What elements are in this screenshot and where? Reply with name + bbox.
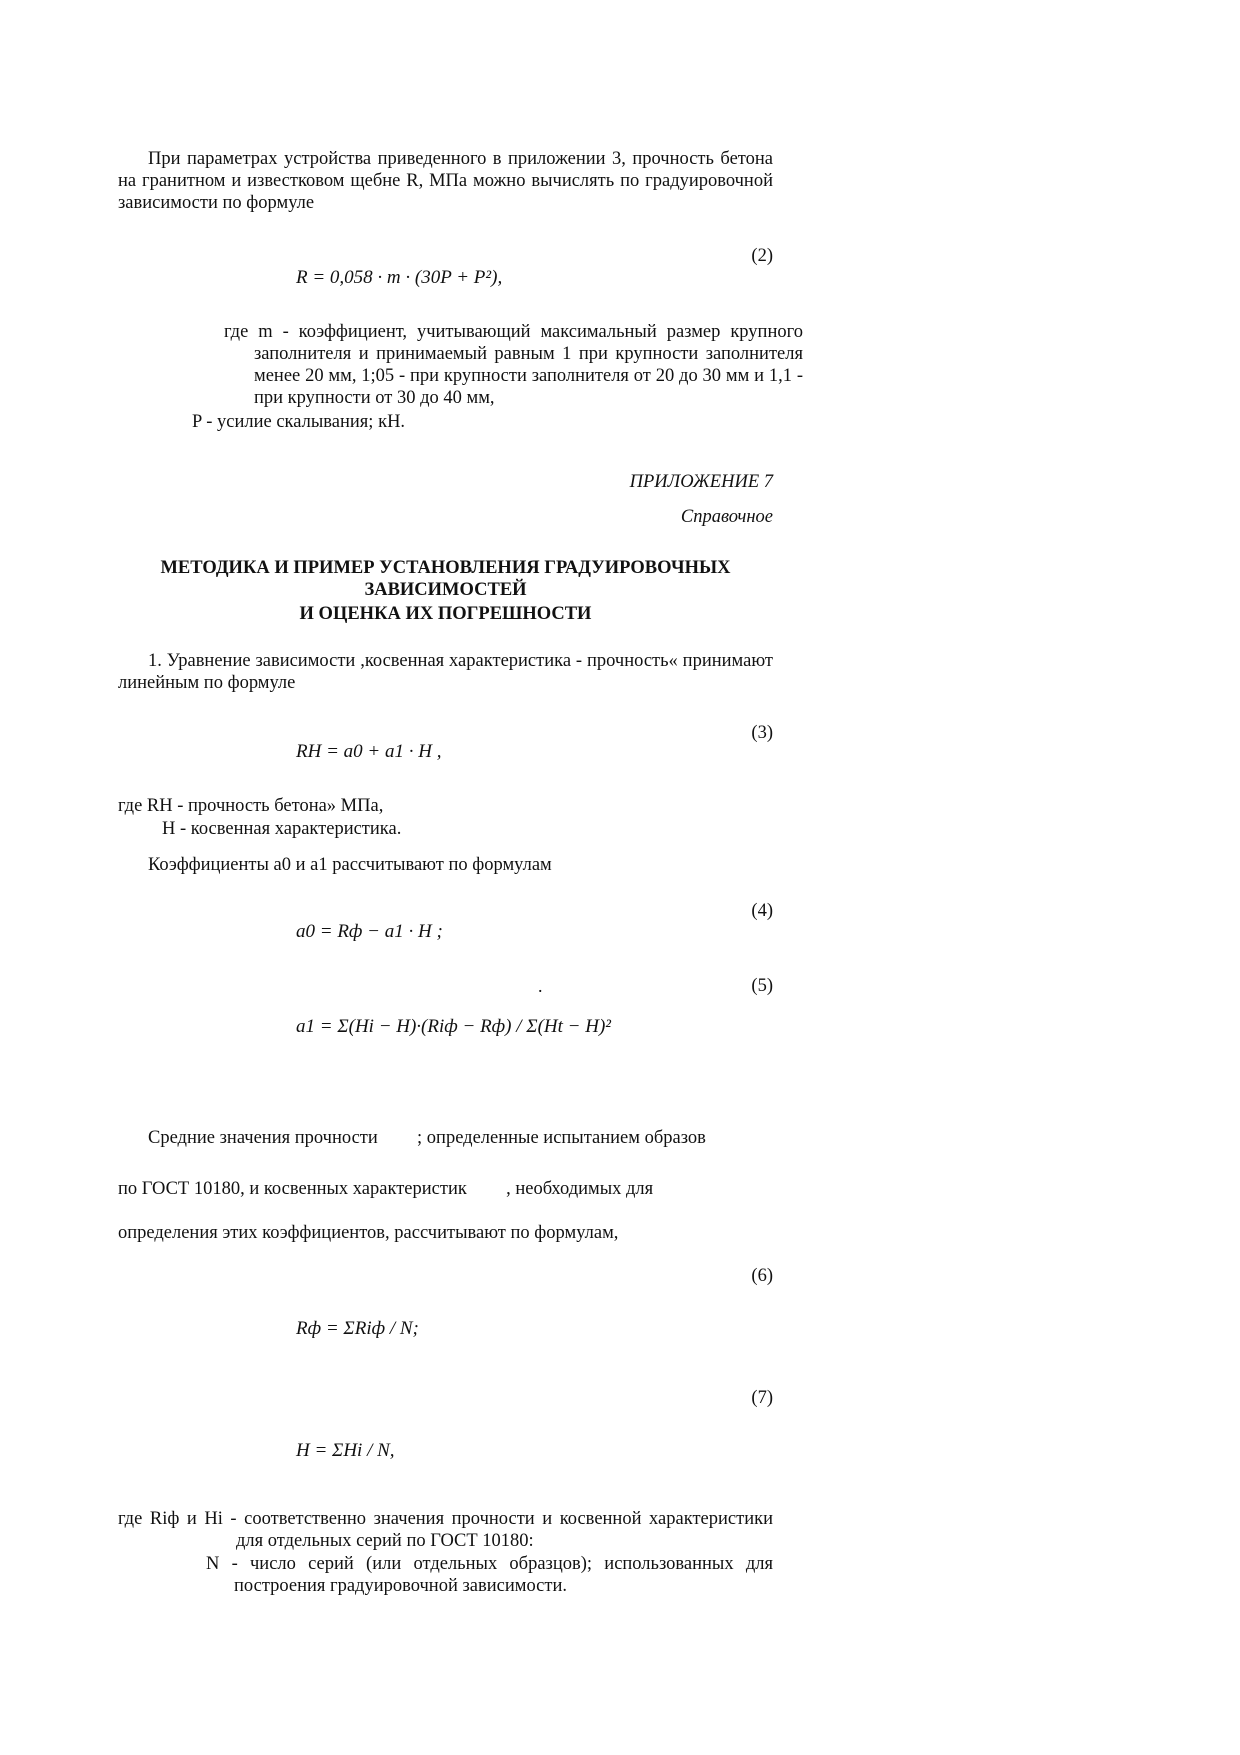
mean-values-line-2b: , необходимых для [506,1179,654,1199]
where-m-definition: где m - коэффициент, учитывающий максимальный размер крупного заполнителя и принимаемый равным 1 при крупности заполнителя менее 20 мм, 1;05 - при крупности заполнителя от 20 до 30 мм и 1,1 - при крупности от 30 до 40 мм, [224,322,803,408]
equation-number-4: (4) [751,901,773,921]
formula-3-text: RH = a0 + a1 · H , [296,741,442,762]
equation-number-6: (6) [751,1266,773,1286]
where-p-definition: P - усилие скалывания; кН. [192,412,406,432]
section-1-paragraph: 1. Уравнение зависимости ,косвенная характеристика - прочность« принимают линейным по формуле [118,651,773,693]
where-n-definition: N - число серий (или отдельных образцов); использованных для построения градуировочной зависимости. [206,1554,773,1596]
formula-7-text: H = ΣHi / N, [296,1440,395,1461]
equation-number-2: (2) [751,246,773,266]
appendix-kind: Справочное [680,507,773,527]
intro-paragraph: При параметрах устройства приведенного в приложении 3, прочность бетона на гранитном и известковом щебне R, МПа можно вычислять по градуировочной зависимости по формуле [118,149,773,213]
mean-values-line-2 [118,1178,773,1200]
formula-5-dot: . [538,976,543,996]
equation-number-5: (5) [751,976,773,996]
formula-6-text: Rф = ΣRiф / N; [296,1318,419,1339]
formula-2 [296,267,502,289]
formula-7 [296,1440,395,1462]
where-h-definition: H - косвенная характеристика. [162,819,402,839]
mean-values-line-3: определения этих коэффициентов, рассчитывают по формулам, [118,1223,619,1243]
appendix-title-line-1: МЕТОДИКА И ПРИМЕР УСТАНОВЛЕНИЯ ГРАДУИРОВОЧНЫХ [160,558,731,578]
formula-4-text: a0 = Rф − a1 · H ; [296,921,443,942]
formula-2-text: R = 0,058 · m · (30P + P²), [296,267,503,288]
mean-values-line-2a: по ГОСТ 10180, и косвенных характеристик [118,1179,467,1199]
formula-5-text: a1 = Σ(Hi − H)·(Riф − Rф) / Σ(Ht − H)² [296,1016,611,1037]
formula-5 [296,1016,611,1038]
equation-number-3: (3) [751,723,773,743]
appendix-label: ПРИЛОЖЕНИЕ 7 [629,472,773,492]
mean-values-line-1b: ; определенные испытанием образов [417,1128,706,1148]
mean-values-line-1 [118,1127,773,1149]
where-rh-definition: где RН - прочность бетона» МПа, [118,796,384,816]
formula-3 [296,741,441,763]
appendix-title-line-2: ЗАВИСИМОСТЕЙ [364,580,527,600]
where-rif-definition: где Riф и Hi - соответственно значения прочности и косвенной характеристики для отдельных серий по ГОСТ 10180: [118,1509,773,1551]
appendix-title-line-3: И ОЦЕНКА ИХ ПОГРЕШНОСТИ [299,604,592,624]
equation-number-7: (7) [751,1388,773,1408]
mean-values-line-1a: Средние значения прочности [148,1128,378,1148]
formula-6 [296,1318,419,1340]
formula-4 [296,921,443,943]
coefficients-line: Коэффициенты a0 и a1 рассчитывают по формулам [148,855,552,875]
